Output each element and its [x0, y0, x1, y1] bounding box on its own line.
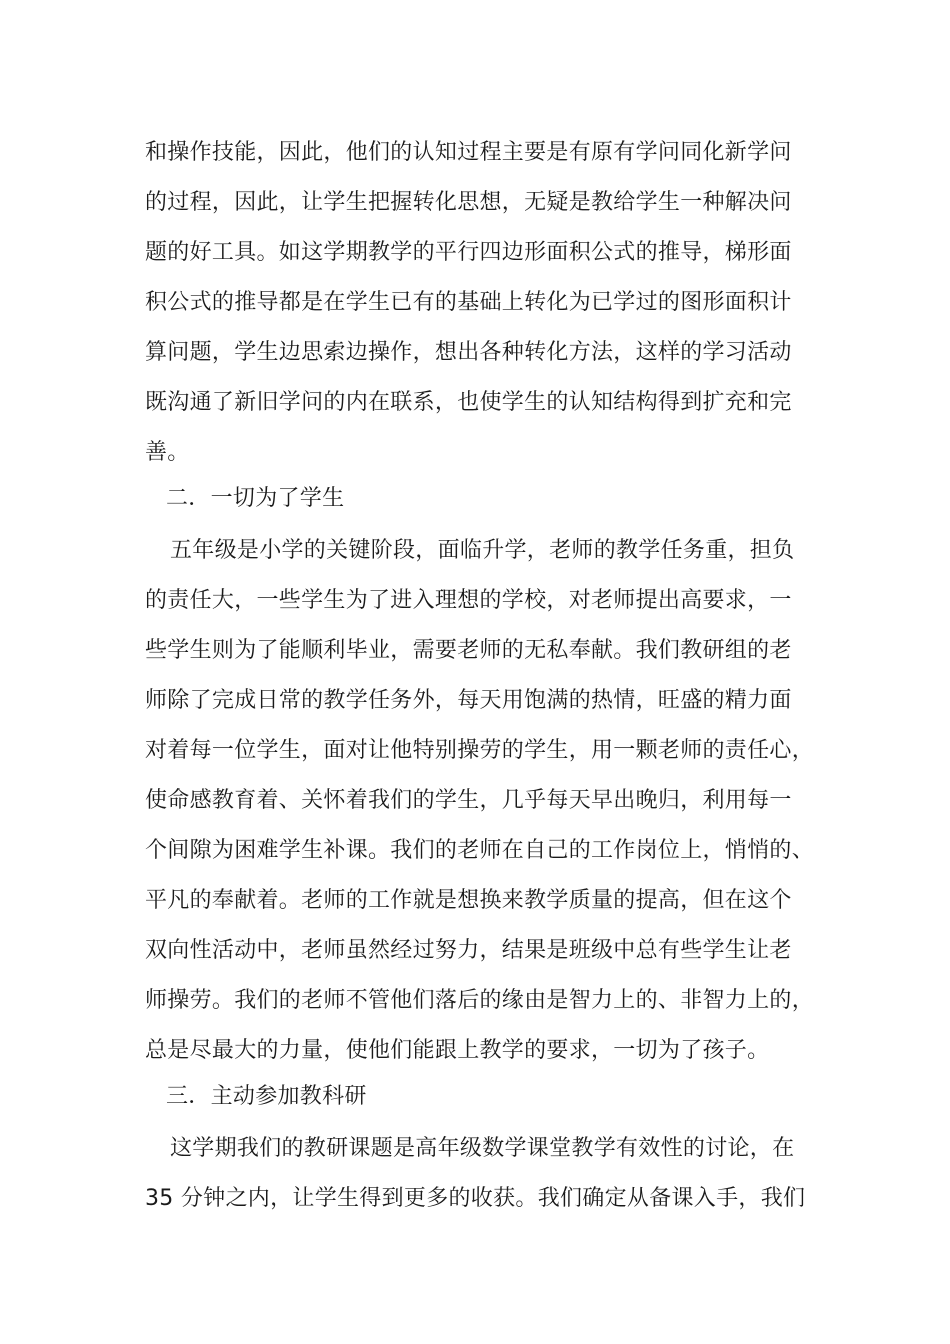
paragraph-line: 积公式的推导都是在学生已有的基础上转化为已学过的图形面积计	[145, 290, 792, 315]
paragraph-line: 对着每一位学生，面对让他特别操劳的学生，用一颗老师的责任心，	[145, 738, 815, 763]
paragraph-line: 善。	[145, 440, 190, 465]
paragraph-line: 既沟通了新旧学问的内在联系，也使学生的认知结构得到扩充和完	[145, 390, 792, 415]
paragraph-line: 的责任大，一些学生为了进入理想的学校，对老师提出高要求，一	[145, 588, 792, 613]
paragraph-line: 些学生则为了能顺利毕业，需要老师的无私奉献。我们教研组的老	[145, 638, 792, 663]
paragraph-line: 这学期我们的教研课题是高年级数学课堂教学有效性的讨论，在	[170, 1136, 795, 1161]
paragraph-line: 的过程，因此，让学生把握转化思想，无疑是教给学生一种解决问	[145, 190, 792, 215]
section-heading: 二．一切为了学生	[166, 486, 345, 511]
paragraph-line: 算问题，学生边思索边操作，想出各种转化方法，这样的学习活动	[145, 340, 792, 365]
paragraph-line: 双向性活动中，老师虽然经过努力，结果是班级中总有些学生让老	[145, 938, 792, 963]
paragraph-line: 师操劳。我们的老师不管他们落后的缘由是智力上的、非智力上的，	[145, 988, 815, 1013]
section-heading: 三．主动参加教科研	[166, 1084, 367, 1109]
paragraph-line: 个间隙为困难学生补课。我们的老师在自己的工作岗位上，悄悄的、	[145, 838, 815, 863]
paragraph-line: 师除了完成日常的教学任务外，每天用饱满的热情，旺盛的精力面	[145, 688, 792, 713]
paragraph-line: 和操作技能，因此，他们的认知过程主要是有原有学问同化新学问	[145, 140, 792, 165]
paragraph-line: 平凡的奉献着。老师的工作就是想换来教学质量的提高，但在这个	[145, 888, 792, 913]
paragraph-line: 35 分钟之内，让学生得到更多的收获。我们确定从备课入手，我们	[145, 1186, 806, 1211]
paragraph-line: 使命感教育着、关怀着我们的学生，几乎每天早出晚归，利用每一	[145, 788, 792, 813]
paragraph-line: 五年级是小学的关键阶段，面临升学，老师的教学任务重，担负	[170, 538, 795, 563]
paragraph-line: 题的好工具。如这学期教学的平行四边形面积公式的推导，梯形面	[145, 240, 792, 265]
paragraph-line: 总是尽最大的力量，使他们能跟上教学的要求，一切为了孩子。	[145, 1038, 770, 1063]
